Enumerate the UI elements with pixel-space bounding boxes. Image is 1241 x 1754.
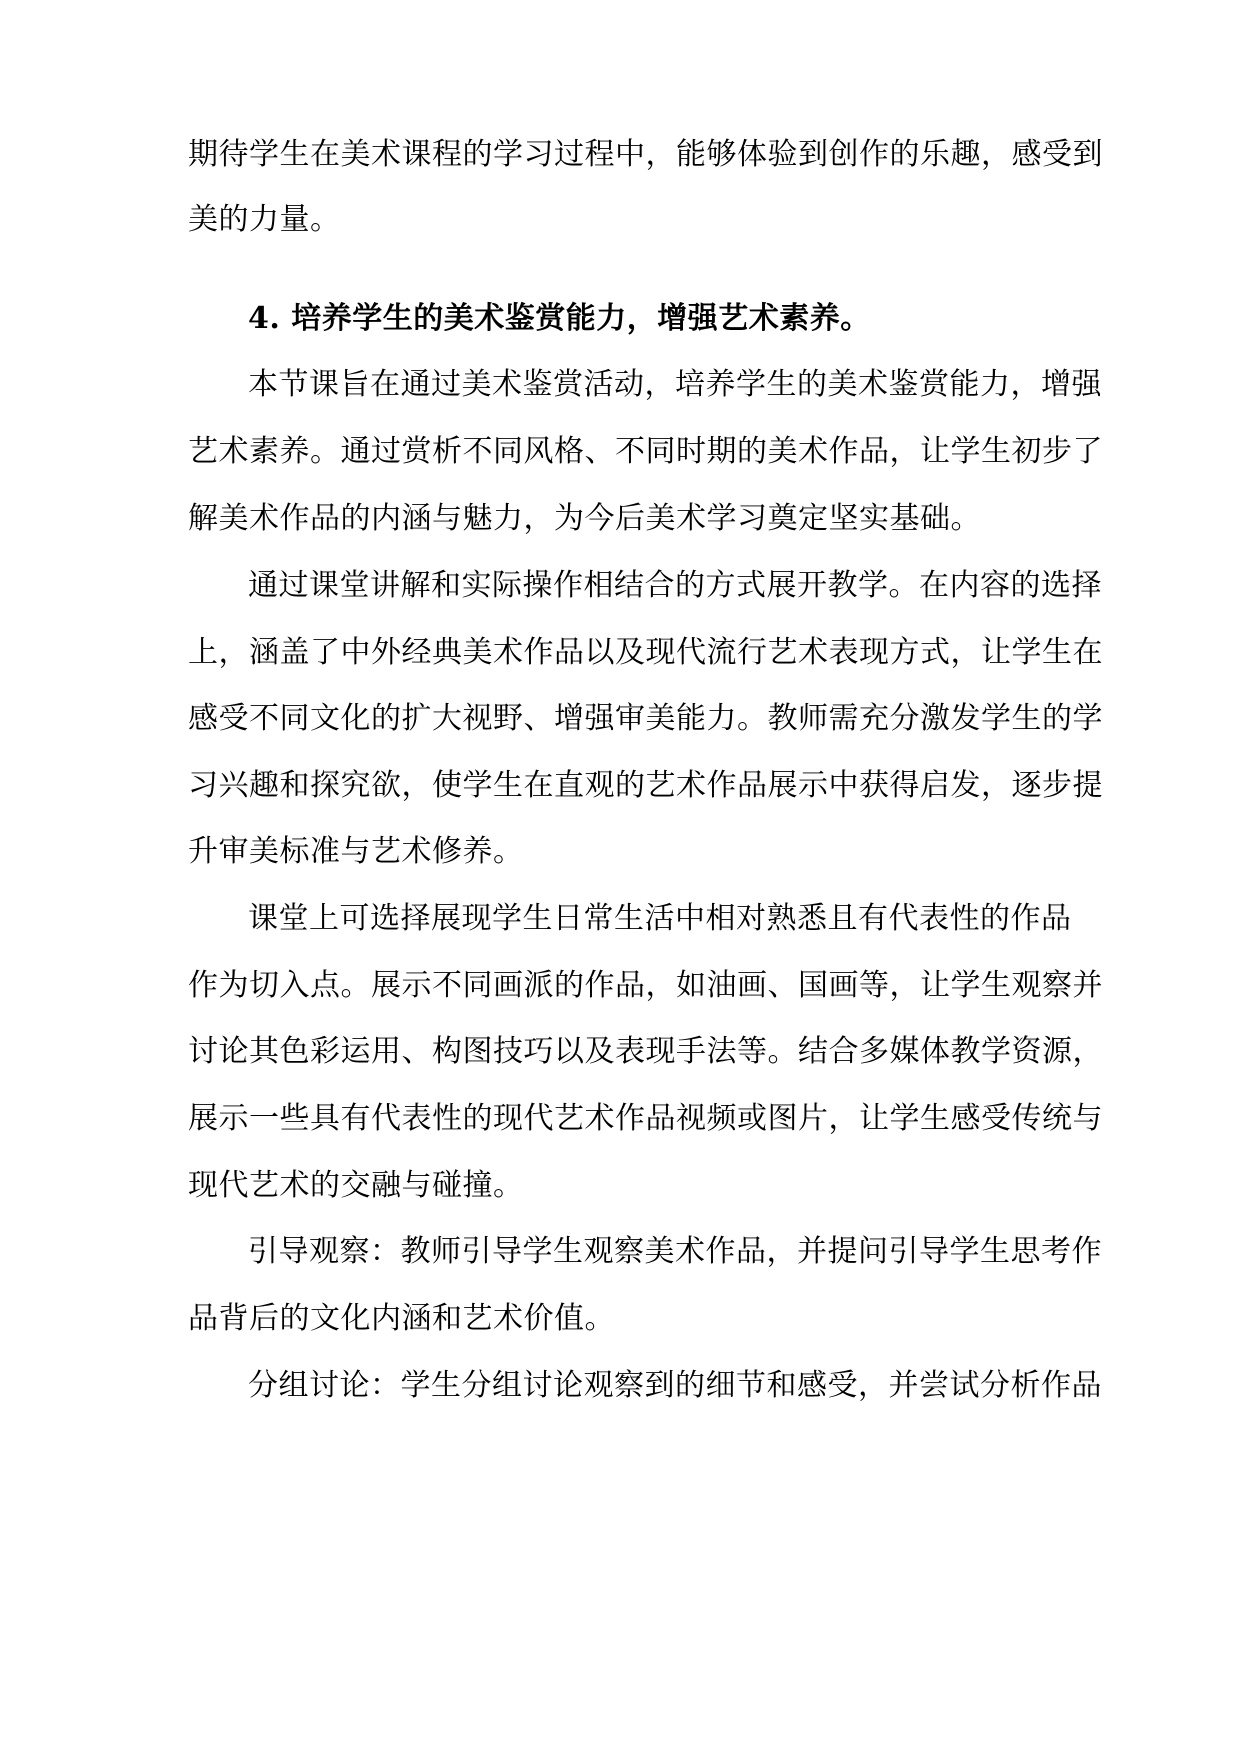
paragraph-line: 引导观察：教师引导学生观察美术作品，并提问引导学生思考作 — [248, 1234, 1102, 1269]
paragraph-line: 课堂上可选择展现学生日常生活中相对熟悉且有代表性的作品 — [248, 901, 1072, 936]
paragraph-line: 升审美标准与艺术修养。 — [188, 834, 524, 869]
paragraph-line: 艺术素养。通过赏析不同风格、不同时期的美术作品，让学生初步了 — [188, 434, 1103, 469]
paragraph-line: 习兴趣和探究欲，使学生在直观的艺术作品展示中获得启发，逐步提 — [188, 768, 1103, 803]
paragraph-line: 分组讨论：学生分组讨论观察到的细节和感受，并尝试分析作品 — [248, 1368, 1102, 1403]
paragraph-line: 感受不同文化的扩大视野、增强审美能力。教师需充分激发学生的学 — [188, 701, 1103, 736]
paragraph-line: 本节课旨在通过美术鉴赏活动，培养学生的美术鉴赏能力，增强 — [248, 367, 1102, 402]
paragraph-line: 作为切入点。展示不同画派的作品，如油画、国画等，让学生观察并 — [188, 968, 1103, 1003]
paragraph-line: 品背后的文化内涵和艺术价值。 — [188, 1301, 615, 1336]
paragraph-line: 期待学生在美术课程的学习过程中，能够体验到创作的乐趣，感受到 — [188, 137, 1103, 172]
paragraph-line: 现代艺术的交融与碰撞。 — [188, 1168, 524, 1203]
paragraph-line: 上，涵盖了中外经典美术作品以及现代流行艺术表现方式，让学生在 — [188, 635, 1103, 670]
paragraph-line: 解美术作品的内涵与魅力，为今后美术学习奠定坚实基础。 — [188, 501, 981, 536]
paragraph-line: 讨论其色彩运用、构图技巧以及表现手法等。结合多媒体教学资源， — [188, 1034, 1103, 1069]
paragraph-line: 美的力量。 — [188, 202, 341, 237]
paragraph-line: 展示一些具有代表性的现代艺术作品视频或图片，让学生感受传统与 — [188, 1101, 1103, 1136]
paragraph-line: 通过课堂讲解和实际操作相结合的方式展开教学。在内容的选择 — [248, 568, 1102, 603]
section-heading: 4. 培养学生的美术鉴赏能力，增强艺术素养。 — [248, 301, 871, 336]
